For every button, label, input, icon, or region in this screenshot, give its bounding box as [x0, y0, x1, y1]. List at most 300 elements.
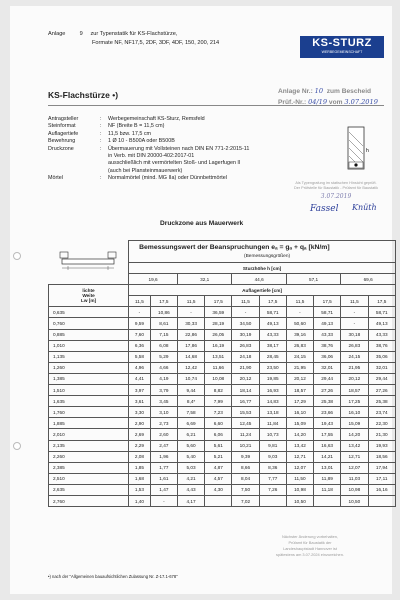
table-row [49, 362, 396, 373]
load-value-cell: 23,66 [314, 407, 341, 418]
load-value-cell: 38,76 [368, 340, 396, 351]
stamp-bescheid-label: zum Bescheid [326, 88, 372, 95]
load-value-cell: - [129, 307, 151, 318]
load-value-cell: 50,60 [286, 318, 313, 329]
load-value-cell: 14,83 [259, 396, 286, 407]
load-value-cell: 7,50 [232, 484, 259, 495]
document-page [10, 6, 392, 594]
table-row [49, 440, 396, 451]
load-value-cell: 12,42 [177, 362, 204, 373]
load-value-cell: 10,98 [286, 484, 313, 495]
spec-row [48, 160, 288, 167]
load-value-cell: 4,19 [150, 373, 177, 384]
load-table [48, 240, 396, 507]
load-value-cell: 43,33 [259, 329, 286, 340]
load-value-cell: 17,25 [341, 396, 368, 407]
spec-value: 11,5 bzw. 17,5 cm [108, 130, 152, 137]
load-value-cell: 14,20 [286, 429, 313, 440]
load-value-cell: 58,71 [368, 307, 396, 318]
lintel-sketch-cell [49, 241, 129, 285]
section-title: Druckzone aus Mauerwerk [160, 220, 244, 227]
load-value-cell: 14,20 [341, 429, 368, 440]
load-value-cell: 1,47 [150, 484, 177, 495]
load-value-cell [259, 495, 286, 506]
auflager-header: 17,5 [259, 296, 286, 307]
lichte-weite-header-line: Lw [m] [81, 298, 97, 304]
load-value-cell: 43,33 [314, 329, 341, 340]
lichte-weite-cell: 1,385 [49, 373, 129, 384]
stamp-nr-label: Anlage Nr.: [278, 88, 313, 95]
punch-hole [13, 442, 21, 450]
load-value-cell: 6,60 [205, 418, 232, 429]
load-value-cell: 4,87 [205, 462, 232, 473]
load-value-cell: 13,51 [205, 351, 232, 362]
load-value-cell: - [232, 307, 259, 318]
spec-row [48, 131, 288, 138]
spec-key: Auflagertiefe [48, 130, 79, 137]
load-value-cell [205, 495, 232, 506]
load-value-cell: 7,58 [177, 407, 204, 418]
load-value-cell: 11,84 [259, 418, 286, 429]
spec-colon: : [100, 123, 102, 130]
table-row [49, 351, 396, 362]
anlage-label: Anlage [48, 31, 66, 37]
load-value-cell: 11,03 [341, 473, 368, 484]
load-value-cell: 1,40 [129, 495, 151, 506]
lichte-weite-cell: 1,510 [49, 385, 129, 396]
load-value-cell: 5,21 [205, 451, 232, 462]
load-value-cell: 4,43 [177, 484, 204, 495]
load-value-cell: 4,96 [129, 362, 151, 373]
pruef-stamp-date: 3.07.2019 [320, 193, 352, 200]
lichte-weite-cell: 1,260 [49, 362, 129, 373]
spec-row [48, 116, 288, 123]
load-value-cell: 11,18 [314, 484, 341, 495]
load-value-cell: 16,77 [232, 396, 259, 407]
spec-colon [100, 153, 108, 160]
load-value-cell: 15,09 [341, 418, 368, 429]
auflager-header: 11,5 [232, 296, 259, 307]
spec-value: Normalmörtel (mind. MG IIa) oder Dünnbettmörtel [108, 175, 227, 182]
load-value-cell: 2,29 [129, 440, 151, 451]
load-value-cell: 21,95 [341, 362, 368, 373]
load-value-cell: 25,38 [314, 396, 341, 407]
load-value-cell: 13,42 [286, 440, 313, 451]
load-value-cell: 6,06 [205, 429, 232, 440]
load-value-cell: 7,99 [205, 396, 232, 407]
load-value-cell: 20,12 [341, 373, 368, 384]
load-value-cell: 34,50 [232, 318, 259, 329]
table-row [49, 329, 396, 340]
header-divider [48, 105, 384, 106]
load-value-cell: 16,93 [259, 385, 286, 396]
load-value-cell: 17,86 [177, 340, 204, 351]
load-value-cell: - [341, 307, 368, 318]
load-value-cell: 5,61 [205, 440, 232, 451]
load-value-cell: 18,57 [286, 385, 313, 396]
lba-stamp-line-3: Landeshauptstadt Hannover ist [283, 546, 337, 551]
load-value-cell: 18,56 [368, 451, 396, 462]
page-title: KS-Flachstürze •) [48, 90, 119, 100]
table-row [49, 418, 396, 429]
load-value-cell: 29,44 [368, 373, 396, 384]
auflager-header: 11,5 [286, 296, 313, 307]
lichte-weite-cell: 1,135 [49, 351, 129, 362]
signature-1: Fassel [310, 204, 339, 214]
load-value-cell: 9,59 [129, 318, 151, 329]
footnote: •) nach der "Allgemeinen bauaufsichtlichen Zulassung Nr. Z-17.1-678" [48, 574, 178, 579]
load-value-cell: 7,02 [232, 495, 259, 506]
load-value-cell: 17,94 [368, 462, 396, 473]
brick-height-label: h [366, 148, 369, 154]
load-value-cell: 12,71 [286, 451, 313, 462]
load-value-cell: 10,73 [259, 429, 286, 440]
load-value-cell: 2,08 [129, 451, 151, 462]
load-value-cell: 3,97 [129, 385, 151, 396]
load-value-cell: - [286, 307, 313, 318]
load-value-cell: 10,86 [150, 307, 177, 318]
stamp-nr-value: 10 [314, 87, 324, 95]
load-value-cell: 3,45 [150, 396, 177, 407]
spec-colon [100, 168, 108, 175]
load-value-cell: 26,83 [341, 340, 368, 351]
table-row [49, 373, 396, 384]
load-value-cell: 15,53 [232, 407, 259, 418]
ks-sturz-logo [300, 36, 384, 58]
lichte-weite-cell: 2,635 [49, 484, 129, 495]
table-row [49, 407, 396, 418]
load-value-cell: 27,26 [314, 385, 341, 396]
spec-row [48, 168, 288, 175]
table-row [49, 307, 396, 318]
load-value-cell: 25,38 [368, 396, 396, 407]
spec-colon: : [100, 175, 102, 182]
load-value-cell [368, 495, 396, 506]
load-value-cell: 1,77 [150, 462, 177, 473]
load-value-cell: 11,24 [232, 429, 259, 440]
table-title-row [49, 241, 396, 263]
lichte-weite-cell: 2,510 [49, 473, 129, 484]
height-header: 44,6 [232, 274, 286, 285]
load-value-cell: 14,21 [314, 451, 341, 462]
table-row [49, 429, 396, 440]
signature-2: Knüth [352, 203, 377, 212]
load-value-cell: 19,43 [314, 418, 341, 429]
load-value-cell: 32,01 [314, 362, 341, 373]
header-line-1: zur Typenstatik für KS-Flachstürze, [90, 31, 178, 37]
spec-value: in Verb. mit DIN 20000-402:2017-01 [108, 153, 195, 160]
stamp-vom-value: 3.07.2019 [344, 98, 378, 106]
spec-value: Werbegemeinschaft KS-Sturz, Remsfeld [108, 116, 205, 122]
load-value-cell: 9,39 [232, 451, 259, 462]
load-value-cell: 13,42 [341, 440, 368, 451]
spec-key: Antragsteller [48, 116, 79, 122]
lba-stamp-line-4: spätestens am 3.07.2024 einzureichen. [276, 552, 344, 557]
lintel-cross-section-icon [347, 126, 369, 170]
lichte-weite-cell: 2,135 [49, 440, 129, 451]
load-value-cell: 38,76 [314, 340, 341, 351]
load-value-cell: 5,29 [150, 351, 177, 362]
sturzhoehe-label: Sturzhöhe h [cm] [129, 263, 396, 274]
load-value-cell: 8,04 [232, 473, 259, 484]
lba-stamp-line-1: Nächster Änderung vorbehalten, [281, 534, 339, 539]
load-value-cell: 13,01 [314, 462, 341, 473]
load-value-cell: 14,68 [177, 351, 204, 362]
table-row [49, 462, 396, 473]
lichte-weite-cell: 2,385 [49, 462, 129, 473]
load-value-cell: 12,07 [341, 462, 368, 473]
auflager-label-row [49, 285, 396, 296]
load-value-cell: 1,68 [129, 473, 151, 484]
header-line-2: Formate NF, NF17,5, 2DF, 3DF, 4DF, 150, 200, 214 [92, 40, 220, 46]
load-value-cell: 10,50 [286, 495, 313, 506]
load-value-cell: 5,60 [177, 440, 204, 451]
punch-hole [13, 252, 21, 260]
auflagertiefe-label: Auflagertiefe [cm] [129, 285, 396, 296]
load-value-cell: 11,66 [205, 362, 232, 373]
load-value-cell: 19,93 [368, 440, 396, 451]
load-value-cell: 23,50 [259, 362, 286, 373]
load-value-cell: 20,12 [232, 373, 259, 384]
table-row [49, 340, 396, 351]
load-value-cell: 1,61 [150, 473, 177, 484]
spec-row [48, 153, 288, 160]
table-row [49, 484, 396, 495]
table-row [49, 495, 396, 506]
load-value-cell: 58,71 [314, 307, 341, 318]
lichte-weite-cell: 2,760 [49, 495, 129, 506]
document-header [48, 30, 219, 48]
load-value-cell: 2,73 [150, 418, 177, 429]
lba-stamp-line-2: Prüfamt für Baustatik der [288, 540, 332, 545]
load-value-cell: 17,55 [314, 429, 341, 440]
load-value-cell: 19,85 [259, 373, 286, 384]
load-value-cell: 26,05 [205, 329, 232, 340]
load-value-cell: 23,74 [368, 407, 396, 418]
load-value-cell: 10,21 [232, 440, 259, 451]
load-value-cell: 12,45 [232, 418, 259, 429]
height-header: 69,6 [341, 274, 396, 285]
load-value-cell: 49,13 [314, 318, 341, 329]
load-value-cell: 4,21 [177, 473, 204, 484]
load-value-cell: 28,19 [205, 318, 232, 329]
load-value-cell: 2,47 [150, 440, 177, 451]
spec-key [48, 153, 100, 160]
load-value-cell: 2,90 [129, 418, 151, 429]
lichte-weite-header-line: Weite [82, 293, 95, 299]
load-value-cell: 12,71 [341, 451, 368, 462]
load-value-cell [314, 495, 341, 506]
spec-key: Druckzone [48, 145, 74, 152]
load-value-cell: 17,11 [368, 473, 396, 484]
spec-key [48, 160, 100, 167]
load-value-cell: 21,30 [368, 429, 396, 440]
load-value-cell: 4,17 [177, 495, 204, 506]
load-value-cell: 16,16 [368, 484, 396, 495]
load-value-cell: 8,66 [232, 462, 259, 473]
stamp-pruef-value: 04/19 [308, 98, 328, 106]
table-row [49, 473, 396, 484]
load-value-cell: 13,18 [259, 407, 286, 418]
load-value-cell: 39,16 [286, 329, 313, 340]
load-value-cell: 22,30 [368, 418, 396, 429]
lichte-weite-cell: 2,010 [49, 429, 129, 440]
spec-colon: : [100, 116, 102, 122]
lintel-sketch-icon [58, 250, 118, 274]
load-value-cell: 30,18 [341, 329, 368, 340]
spec-row [48, 138, 288, 145]
load-value-cell: 6,69 [177, 418, 204, 429]
spec-colon: : [100, 130, 102, 137]
lichte-weite-cell: 0,635 [49, 307, 129, 318]
load-value-cell: 20,12 [286, 373, 313, 384]
load-value-cell: 7,23 [205, 407, 232, 418]
auflager-header: 11,5 [177, 296, 204, 307]
spec-row [48, 146, 288, 153]
load-value-cell: - [341, 318, 368, 329]
load-value-cell: 49,13 [368, 318, 396, 329]
load-value-cell: 27,26 [368, 385, 396, 396]
load-value-cell: 8,36 [259, 462, 286, 473]
load-value-cell: 7,77 [259, 473, 286, 484]
load-value-cell: 1,85 [129, 462, 151, 473]
load-value-cell: 5,03 [177, 462, 204, 473]
load-value-cell: 16,63 [314, 440, 341, 451]
load-value-cell: 12,07 [286, 462, 313, 473]
load-value-cell: 58,71 [259, 307, 286, 318]
load-value-cell: 9,44 [177, 385, 204, 396]
load-value-cell: 9,81 [259, 440, 286, 451]
auflager-header: 17,5 [314, 296, 341, 307]
table-subtitle: (Bemessungsgrößen) [243, 253, 291, 259]
auflager-header: 11,5 [341, 296, 368, 307]
height-header: 57,1 [286, 274, 340, 285]
table-row [49, 451, 396, 462]
load-value-cell: 36,06 [314, 351, 341, 362]
lba-stamp [268, 534, 352, 576]
lichte-weite-cell: 1,760 [49, 407, 129, 418]
load-value-cell: 36,59 [205, 307, 232, 318]
load-value-cell: 43,33 [368, 329, 396, 340]
load-value-cell: 16,10 [341, 407, 368, 418]
spec-key: Bewehrung [48, 138, 76, 145]
load-value-cell: 24,18 [232, 351, 259, 362]
load-value-cell: 17,29 [286, 396, 313, 407]
load-value-cell: - [177, 307, 204, 318]
spec-colon: : [100, 145, 102, 152]
load-value-cell: 24,15 [286, 351, 313, 362]
auflager-header: 17,5 [205, 296, 232, 307]
load-value-cell: 4,57 [205, 473, 232, 484]
specification-list [48, 116, 288, 183]
load-value-cell: 15,09 [286, 418, 313, 429]
load-value-cell: 10,50 [341, 495, 368, 506]
load-value-cell: 7,60 [129, 329, 151, 340]
load-value-cell: 28,45 [259, 351, 286, 362]
load-value-cell: 3,79 [150, 385, 177, 396]
table-row [49, 318, 396, 329]
spec-row [48, 175, 288, 182]
lichte-weite-header [49, 285, 129, 307]
load-value-cell: 11,50 [286, 473, 313, 484]
lichte-weite-cell: 0,885 [49, 329, 129, 340]
stamp-vom-label: vom [328, 99, 343, 106]
spec-key: Mörtel [48, 175, 63, 182]
table-row [49, 396, 396, 407]
load-value-cell: 38,17 [259, 340, 286, 351]
table-row [49, 385, 396, 396]
load-value-cell: 22,86 [177, 329, 204, 340]
load-value-cell: 6,21 [177, 429, 204, 440]
load-value-cell: 30,33 [177, 318, 204, 329]
height-header: 19,6 [129, 274, 178, 285]
spec-value: 1 Ø 10 - B500A oder B500B [108, 138, 175, 145]
logo-subtext: WERBEGEMEINSCHAFT [321, 50, 363, 54]
load-value-cell: 9,03 [259, 451, 286, 462]
load-value-cell: 29,44 [314, 373, 341, 384]
load-value-cell: 10,08 [205, 373, 232, 384]
load-value-cell: 4,66 [150, 362, 177, 373]
load-value-cell: 7,15 [150, 329, 177, 340]
load-value-cell: 8,82 [205, 385, 232, 396]
load-value-cell: 3,10 [150, 407, 177, 418]
load-value-cell: 26,83 [286, 340, 313, 351]
lichte-weite-cell: 1,635 [49, 396, 129, 407]
spec-colon [100, 160, 108, 167]
stamp-pruef-label: Prüf.-Nr.: [278, 99, 307, 106]
load-value-cell: 11,89 [314, 473, 341, 484]
spec-key: Steinformat [48, 123, 76, 130]
load-value-cell: 21,95 [286, 362, 313, 373]
auflager-header: 17,5 [150, 296, 177, 307]
load-value-cell: 10,74 [177, 373, 204, 384]
load-value-cell: 8,4* [177, 396, 204, 407]
load-value-cell: 21,90 [232, 362, 259, 373]
lichte-weite-cell: 1,010 [49, 340, 129, 351]
table-title [129, 241, 396, 263]
load-value-cell: - [150, 495, 177, 506]
load-value-cell: 18,14 [232, 385, 259, 396]
table-title-text: Bemessungswert der Beanspruchungen eₐ = gₐ + qₐ [kN/m] [139, 243, 330, 251]
auflager-header: 17,5 [368, 296, 396, 307]
load-value-cell: 3,30 [129, 407, 151, 418]
lichte-weite-header-line: lichte [82, 288, 95, 294]
load-value-cell: 26,83 [232, 340, 259, 351]
load-value-cell: 6,36 [129, 340, 151, 351]
load-value-cell: 7,26 [259, 484, 286, 495]
load-value-cell: 16,10 [286, 407, 313, 418]
spec-value: NF (Breite B = 11,5 cm) [108, 123, 165, 130]
pruef-stamp-text: Als Typengrafung im statischen Hinsicht geprüft. Der Prüfstelle für Baustatik - Prüfamt für Baustatik [294, 181, 378, 190]
load-value-cell: 3,61 [129, 396, 151, 407]
load-value-cell: 24,15 [341, 351, 368, 362]
lichte-weite-cell: 2,260 [49, 451, 129, 462]
load-value-cell: 8,61 [150, 318, 177, 329]
load-value-cell: 4,41 [129, 373, 151, 384]
load-value-cell: 1,96 [150, 451, 177, 462]
spec-value: (auch bei Plansteinmauerwerk) [108, 167, 183, 174]
load-value-cell: 4,30 [205, 484, 232, 495]
auflager-header: 11,5 [129, 296, 151, 307]
lichte-weite-cell: 1,885 [49, 418, 129, 429]
load-value-cell: 5,40 [177, 451, 204, 462]
spec-row [48, 123, 288, 130]
logo-text: KS-STURZ [312, 37, 372, 49]
load-value-cell: 6,08 [150, 340, 177, 351]
load-value-cell: 2,69 [129, 429, 151, 440]
load-value-cell: 2,60 [150, 429, 177, 440]
spec-value: Übermauerung mit Vollsteinen nach DIN EN 771-2:2015-11 [108, 145, 250, 152]
